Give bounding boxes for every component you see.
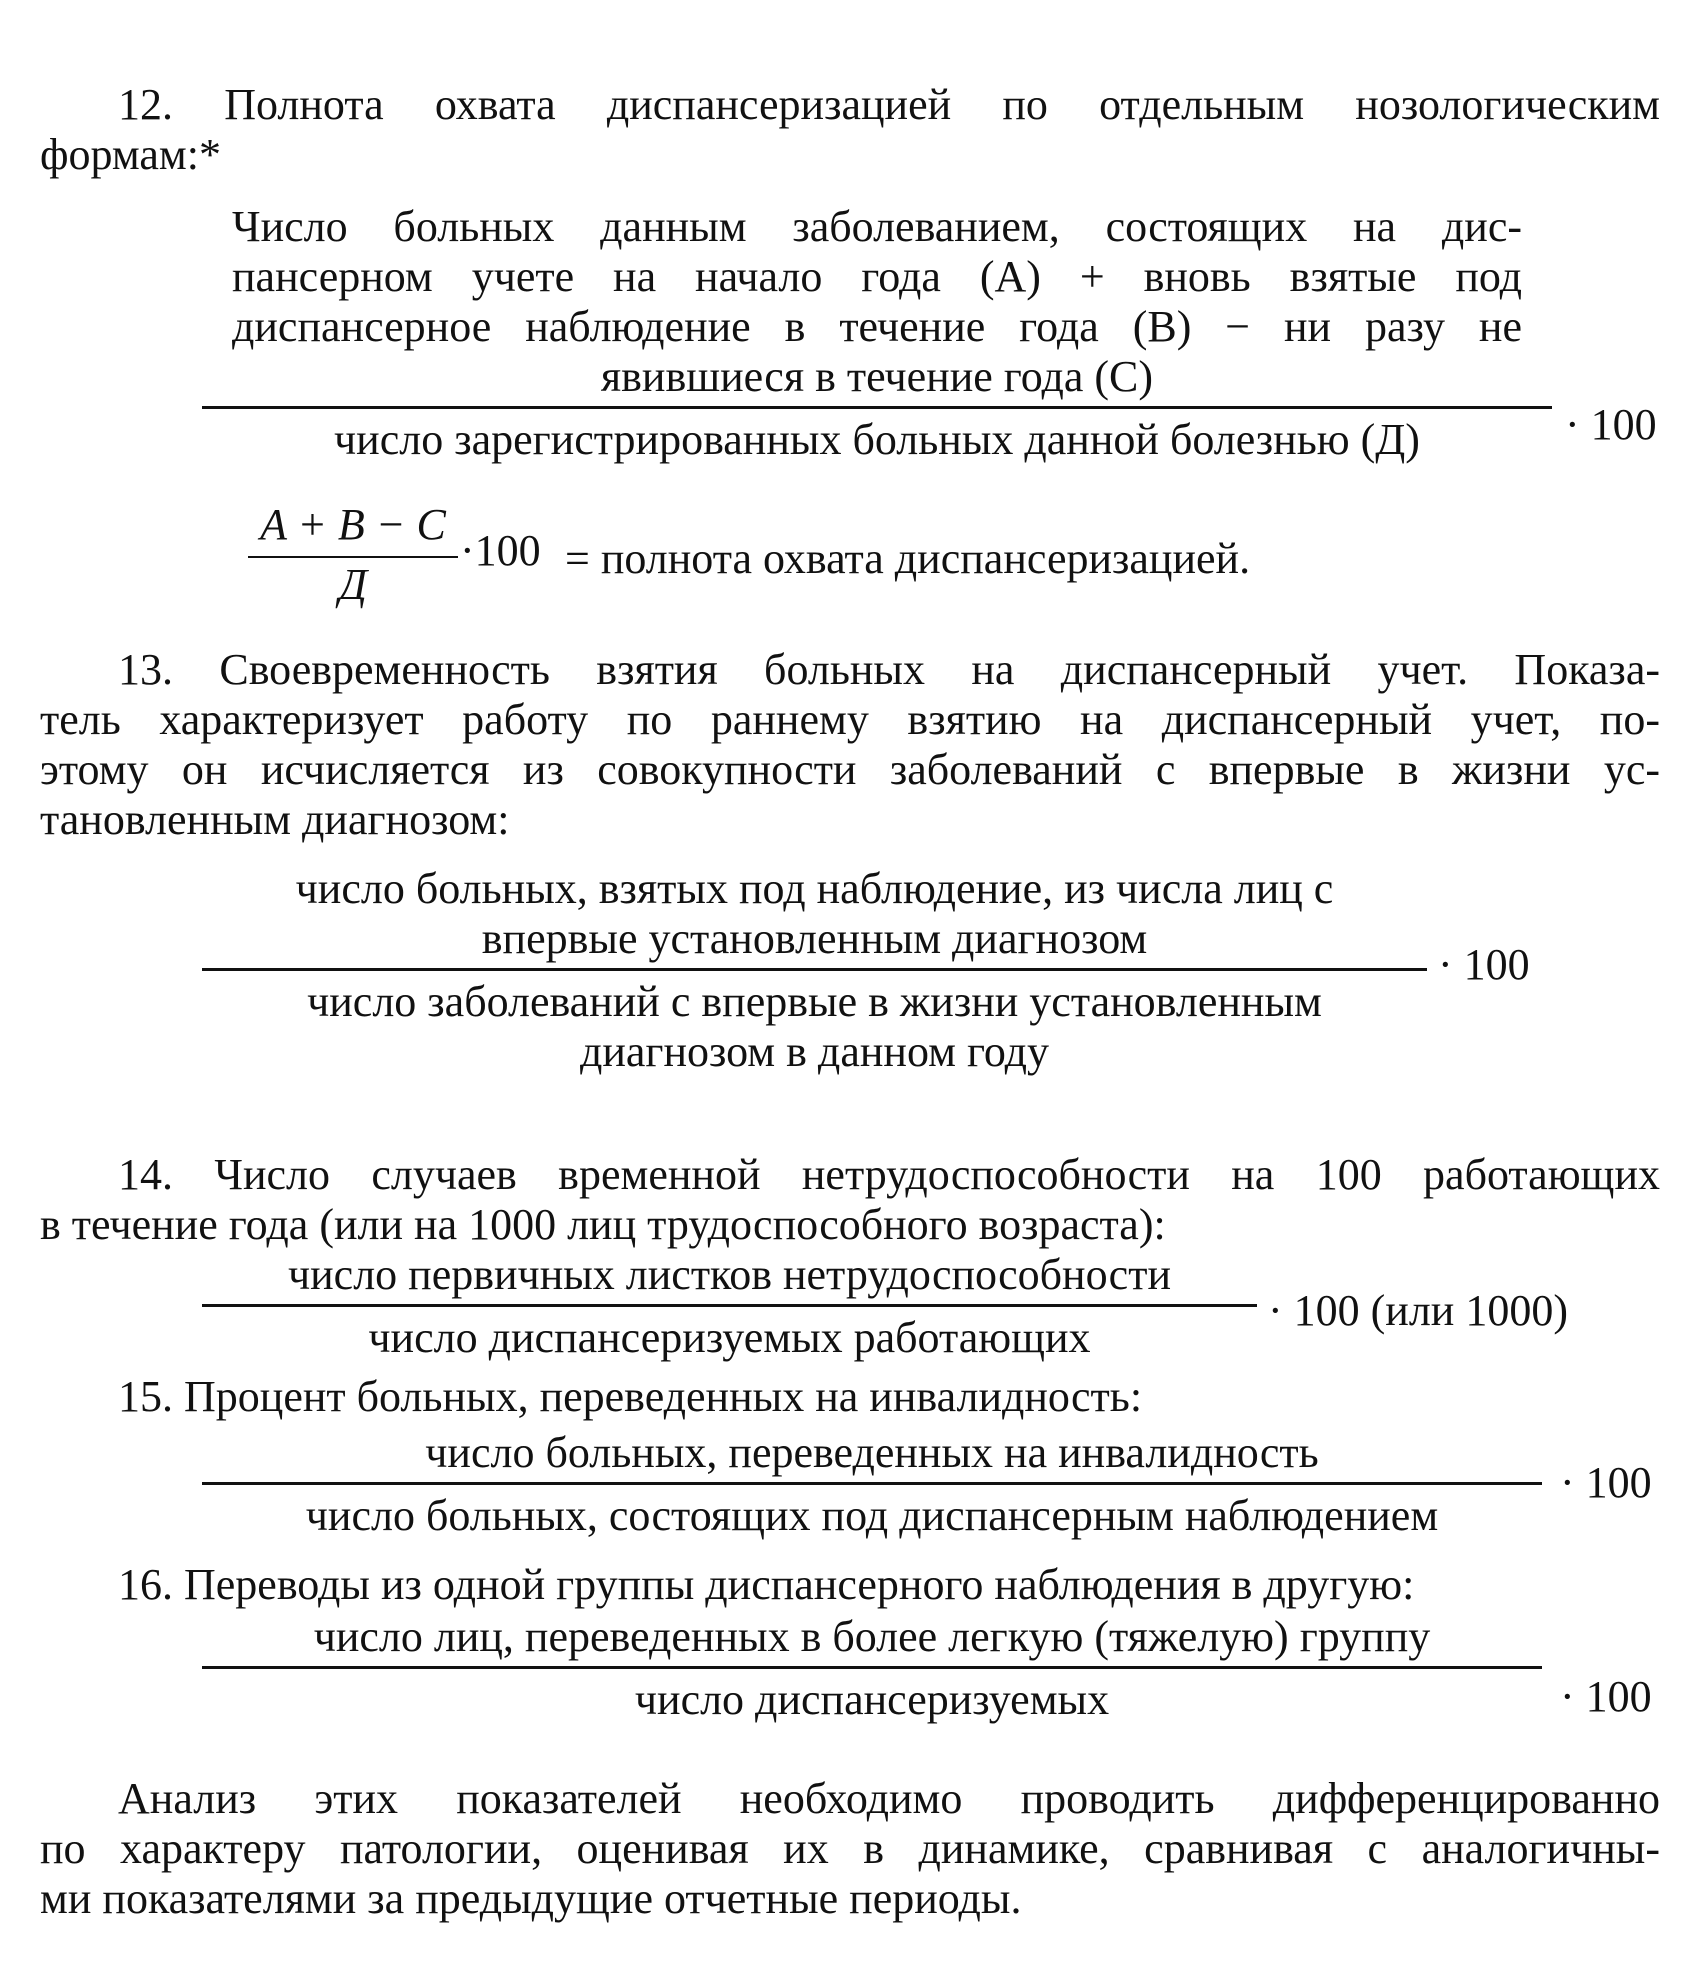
section-12-num-line3: диспансерное наблюдение в течение года (В) − ни разу не [232,302,1522,351]
section-13-den-line1: число заболеваний с впервые в жизни установленным [307,977,1322,1026]
section-14-den-line: число диспансеризуемых работающих [368,1313,1091,1362]
section-16-numerator [202,1612,1542,1662]
section-16-paragraph [40,1560,1660,1610]
section-13-line3: этому он исчисляется из совокупности заболеваний с впервые в жизни ус- [40,745,1660,794]
section-15-fraction-bar [202,1482,1542,1485]
section-13-fraction-bar [202,968,1427,971]
section-13-denominator [202,977,1427,1077]
section-13-num-line2: впервые установленным диагнозом [481,914,1148,963]
section-12-num-line4: явившиеся в течение года (С) [600,352,1154,401]
conclusion-line1: Анализ этих показателей необходимо проводить дифференцированно [118,1774,1660,1823]
section-16-multiplier: · 100 [1560,1672,1652,1721]
section-16-fraction-bar [202,1666,1542,1669]
section-12-short-bar [248,556,458,558]
section-13-numerator [202,864,1427,964]
section-14-formula [40,1250,1660,1370]
section-15-fraction [202,1428,1542,1541]
conclusion-line2: по характеру патологии, оценивая их в динамике, сравнивая с аналогичны- [40,1824,1660,1873]
section-14-line1: 14. Число случаев временной нетрудоспособности на 100 работающих [118,1150,1660,1199]
section-15-numerator [202,1428,1542,1478]
section-12-short-numerator: A + B − C [260,500,446,549]
section-16-line1: 16. Переводы из одной группы диспансерного наблюдения в другую: [118,1560,1415,1609]
section-13-line4: тановленным диагнозом: [40,795,510,844]
section-12-numerator [202,202,1552,402]
section-16-num-line: число лиц, переведенных в более легкую (тяжелую) группу [313,1612,1431,1661]
conclusion-paragraph [40,1774,1660,1924]
section-14-denominator [202,1313,1257,1363]
section-12-fraction [202,202,1552,465]
section-13-paragraph [40,645,1660,845]
section-12-heading [40,80,1660,180]
section-12-short-multiplier: ·100 [460,526,541,575]
section-12-multiplier: · 100 [1565,400,1657,449]
section-12-den-line: число зарегистрированных больных данной болезнью (Д) [334,415,1420,464]
section-12-denominator [202,415,1552,465]
section-13-den-line2: диагнозом в данном году [579,1027,1050,1076]
section-16-fraction [202,1612,1542,1725]
section-14-multiplier: · 100 (или 1000) [1268,1286,1569,1335]
conclusion-line3: ми показателями за предыдущие отчетные периоды. [40,1874,1022,1923]
section-12-num-line2: пансерном учете на начало года (А) + вновь взятые под [232,252,1522,301]
section-16-den-line: число диспансеризуемых [634,1675,1110,1724]
section-15-line1: 15. Процент больных, переведенных на инвалидность: [118,1372,1143,1421]
section-13-line1: 13. Своевременность взятия больных на диспансерный учет. Показа- [118,645,1660,694]
section-14-fraction-bar [202,1304,1257,1307]
section-14-fraction [202,1250,1257,1363]
section-13-multiplier: · 100 [1438,940,1530,989]
section-12-title-line1: 12. Полнота охвата диспансеризацией по отдельным нозологическим [118,80,1660,129]
section-13-line2: тель характеризует работу по раннему взятию на диспансерный учет, по- [40,695,1660,744]
section-12-fraction-bar [202,406,1552,409]
section-13-fraction [202,864,1427,1077]
section-12-short-formula [40,500,1660,610]
section-12-short-result: = полнота охвата диспансеризацией. [565,534,1251,583]
section-15-den-line: число больных, состоящих под диспансерным наблюдением [305,1491,1439,1540]
section-12-num-line1: Число больных данным заболеванием, состоящих на дис- [232,202,1522,251]
section-15-denominator [202,1491,1542,1541]
section-12-short-fraction [248,500,458,610]
section-14-line2: в течение года (или на 1000 лиц трудоспособного возраста): [40,1200,1166,1249]
section-15-num-line: число больных, переведенных на инвалидность [425,1428,1319,1477]
section-16-formula [40,1612,1660,1742]
section-14-paragraph [40,1150,1660,1250]
section-16-denominator [202,1675,1542,1725]
section-14-numerator [202,1250,1257,1300]
section-15-formula [40,1428,1660,1548]
section-14-num-line: число первичных листков нетрудоспособности [288,1250,1171,1299]
section-12-short-denominator: Д [339,560,367,609]
section-15-multiplier: · 100 [1560,1458,1652,1507]
section-12-formula [40,202,1660,472]
section-13-num-line1: число больных, взятых под наблюдение, из числа лиц с [295,864,1334,913]
section-13-formula [40,864,1660,1094]
section-15-paragraph [40,1372,1660,1422]
section-12-title-line2: формам:* [40,130,221,179]
